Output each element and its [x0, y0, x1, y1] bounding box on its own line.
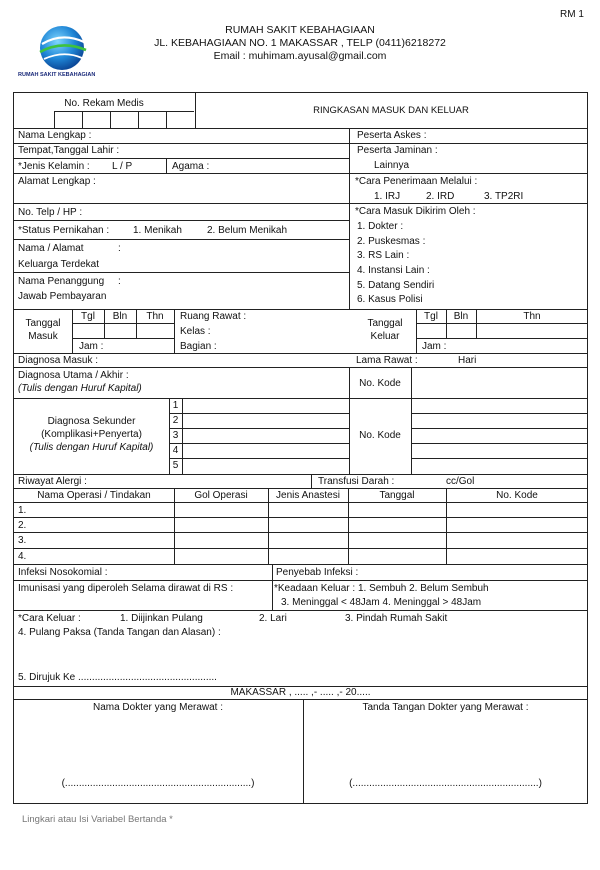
pulang-paksa-option[interactable]: 4. Pulang Paksa (Tanda Tangan dan Alasan) :: [18, 627, 221, 638]
no-kode-sekunder-label: No. Kode: [359, 430, 401, 441]
jenis-kelamin-label: *Jenis Kelamin :: [18, 161, 90, 172]
footer-note: Lingkari atau Isi Variabel Bertanda *: [22, 814, 173, 825]
makassar-date-line: MAKASSAR , ..... ,- ..... ,- 20.....: [230, 687, 371, 698]
op-row-2: 2.: [18, 520, 27, 531]
sekunder-number-1: 1: [172, 400, 179, 411]
sekunder-number-2: 2: [172, 415, 179, 426]
ruang-rawat-label: Ruang Rawat :: [180, 311, 247, 322]
jawab-pembayaran-label: Jawab Pembayaran: [18, 291, 107, 302]
no-telp-label: No. Telp / HP :: [18, 207, 83, 218]
imunisasi-label: Imunisasi yang diperoleh Selama dirawat di RS :: [18, 583, 234, 594]
tulis-kapital-note-1: (Tulis dengan Huruf Kapital): [18, 383, 142, 394]
kirim-option-instansi[interactable]: 4. Instansi Lain :: [357, 265, 430, 276]
form-title: RINGKASAN MASUK DAN KELUAR: [313, 105, 469, 116]
hospital-address: JL. KEBAHAGIAAN NO. 1 MAKASSAR , TELP (0411)6218272: [154, 37, 446, 49]
masuk-label: Masuk: [28, 331, 58, 342]
diagnosa-masuk-label: Diagnosa Masuk :: [18, 355, 99, 366]
keadaan-keluar-options[interactable]: 3. Meninggal < 48Jam 4. Meninggal > 48Jam: [281, 597, 482, 608]
kirim-option-dokter[interactable]: 1. Dokter :: [357, 221, 404, 232]
cara-penerimaan-label: *Cara Penerimaan Melalui :: [355, 176, 478, 187]
no-kode-utama-label: No. Kode: [359, 378, 401, 389]
cara-keluar-label: *Cara Keluar :: [18, 613, 81, 624]
lama-rawat-label: Lama Rawat :: [356, 355, 418, 366]
jam-keluar-label: Jam :: [422, 341, 447, 352]
sekunder-number-4: 4: [172, 445, 179, 456]
thn-label-masuk: Thn: [146, 311, 164, 322]
infeksi-nosokomial-label: Infeksi Nosokomial :: [18, 567, 108, 578]
no-rekam-medis-label: No. Rekam Medis: [64, 98, 144, 109]
hari-label: Hari: [458, 355, 477, 366]
tgl-label-masuk: Tgl: [81, 311, 95, 322]
kirim-option-kasus-polisi[interactable]: 6. Kasus Polisi: [357, 294, 423, 305]
komplikasi-label: (Komplikasi+Penyerta): [41, 429, 142, 440]
peserta-askes-label: Peserta Askes :: [357, 130, 427, 141]
jenis-anastesi-header: Jenis Anastesi: [276, 490, 340, 501]
jenis-kelamin-options[interactable]: L / P: [112, 161, 133, 172]
alamat-lengkap-label: Alamat Lengkap :: [18, 176, 96, 187]
ird-option[interactable]: 2. IRD: [426, 191, 455, 202]
kirim-option-rs-lain[interactable]: 3. RS Lain :: [357, 250, 410, 261]
op-row-1: 1.: [18, 505, 27, 516]
diijinkan-pulang-option[interactable]: 1. Diijinkan Pulang: [120, 613, 203, 624]
nama-dokter-signature-line[interactable]: (...................................................................): [61, 778, 255, 789]
bln-label-keluar: Bln: [453, 311, 469, 322]
cara-masuk-label: *Cara Masuk Dikirim Oleh :: [355, 206, 476, 217]
form-code: RM 1: [560, 9, 584, 20]
dirujuk-ke-option[interactable]: 5. Dirujuk Ke ..................................................: [18, 672, 217, 683]
keluarga-terdekat-label: Keluarga Terdekat: [18, 259, 99, 270]
gol-operasi-header: Gol Operasi: [194, 490, 248, 501]
keadaan-keluar-label: *Keadaan Keluar : 1. Sembuh 2. Belum Sembuh: [274, 583, 489, 594]
op-row-4: 4.: [18, 551, 27, 562]
hospital-email: Email : muhimam.ayusal@gmail.com: [213, 50, 387, 62]
sekunder-number-3: 3: [172, 430, 179, 441]
jam-masuk-label: Jam :: [79, 341, 104, 352]
bagian-label: Bagian :: [180, 341, 217, 352]
lainnya-option[interactable]: Lainnya: [374, 160, 410, 171]
pindah-rs-option[interactable]: 3. Pindah Rumah Sakit: [345, 613, 448, 624]
thn-label-keluar: Thn: [523, 311, 541, 322]
nama-dokter-label: Nama Dokter yang Merawat :: [92, 702, 224, 713]
kirim-option-puskesmas[interactable]: 2. Puskesmas :: [357, 236, 426, 247]
logo-caption: RUMAH SAKIT KEBAHAGIAN: [18, 72, 96, 78]
tgl-label-keluar: Tgl: [424, 311, 438, 322]
penyebab-infeksi-label: Penyebab Infeksi :: [276, 567, 359, 578]
belum-menikah-option[interactable]: 2. Belum Menikah: [207, 225, 288, 236]
tulis-kapital-note-2: (Tulis dengan Huruf Kapital): [29, 442, 154, 453]
sekunder-number-5: 5: [172, 460, 179, 471]
nama-lengkap-label: Nama Lengkap :: [18, 130, 92, 141]
menikah-option[interactable]: 1. Menikah: [133, 225, 182, 236]
tempat-tanggal-lahir-label: Tempat,Tanggal Lahir :: [18, 145, 120, 156]
nama-operasi-header: Nama Operasi / Tindakan: [37, 490, 151, 501]
lari-option[interactable]: 2. Lari: [259, 613, 287, 624]
op-no-kode-header: No. Kode: [496, 490, 538, 501]
keluar-label: Keluar: [370, 331, 400, 342]
tanggal-masuk-label: Tanggal: [25, 318, 61, 329]
hospital-name: RUMAH SAKIT KEBAHAGIAAN: [225, 24, 375, 36]
diagnosa-sekunder-label: Diagnosa Sekunder: [47, 416, 136, 427]
nama-alamat-label: Nama / Alamat: [18, 243, 84, 254]
kelas-label: Kelas :: [180, 326, 211, 337]
tanda-tangan-label: Tanda Tangan Dokter yang Merawat :: [362, 702, 529, 713]
bln-label-masuk: Bln: [112, 311, 128, 322]
transfusi-darah-label: Transfusi Darah :: [318, 476, 395, 487]
riwayat-alergi-label: Riwayat Alergi :: [18, 476, 87, 487]
status-pernikahan-label: *Status Pernikahan :: [18, 225, 110, 236]
diagnosa-utama-label: Diagnosa Utama / Akhir :: [18, 370, 129, 381]
op-tanggal-header: Tanggal: [379, 490, 415, 501]
tanggal-keluar-label: Tanggal: [367, 318, 403, 329]
kirim-option-datang-sendiri[interactable]: 5. Datang Sendiri: [357, 280, 435, 291]
tanda-tangan-signature-line[interactable]: (...................................................................): [349, 778, 542, 789]
peserta-jaminan-label: Peserta Jaminan :: [357, 145, 438, 156]
agama-label: Agama :: [172, 161, 210, 172]
tp2ri-option[interactable]: 3. TP2RI: [484, 191, 524, 202]
op-row-3: 3.: [18, 535, 27, 546]
nama-penanggung-label: Nama Penanggung: [18, 276, 105, 287]
cc-gol-label: cc/Gol: [446, 476, 475, 487]
irj-option[interactable]: 1. IRJ: [374, 191, 401, 202]
